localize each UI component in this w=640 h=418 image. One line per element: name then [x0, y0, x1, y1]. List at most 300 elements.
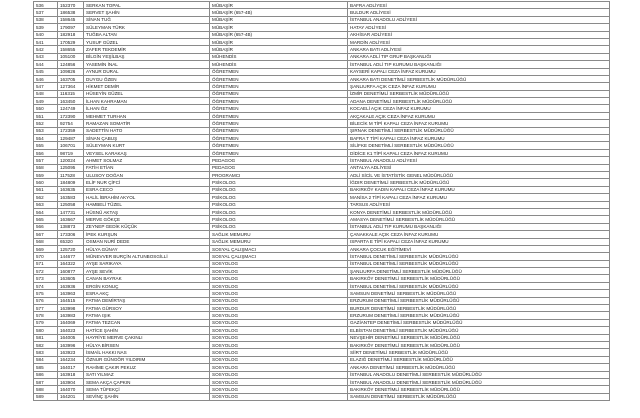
table-row [34, 297, 610, 304]
job-title-cell: SOSYOLOG [210, 371, 348, 378]
row-number-cell: 581 [34, 334, 58, 341]
row-number-cell: 582 [34, 341, 58, 348]
job-title-cell: SOSYOLOG [210, 393, 348, 400]
institution-cell: SAMSUN DENETİMLİ SERBESTLİK MÜDÜRLÜĞÜ [348, 393, 610, 400]
job-title-cell: ÖĞRETMEN [210, 135, 348, 142]
job-title-cell: SOSYOLOG [210, 349, 348, 356]
registry-id-cell: 125720 [58, 245, 84, 252]
institution-cell: SAMSUN DENETİMLİ SERBESTLİK MÜDÜRLÜĞÜ [348, 290, 610, 297]
institution-cell: ŞANLIURFA AÇIK CEZA İNFAZ KURUMU [348, 83, 610, 90]
table-row [34, 349, 610, 356]
table-row [34, 238, 610, 245]
row-number-cell: 565 [34, 216, 58, 223]
full-name-cell: SEVİNÇ ŞAHİN [84, 393, 210, 400]
full-name-cell: VEYSEL KARAKAŞ [84, 149, 210, 156]
full-name-cell: MERVE GÖKÇE [84, 216, 210, 223]
institution-cell: KAYSERİ KAPALI CEZA İNFAZ KURUMU [348, 68, 610, 75]
job-title-cell: PROGRAMCI [210, 171, 348, 178]
table-row [34, 90, 610, 97]
table-row [34, 142, 610, 149]
registry-id-cell: 184809 [58, 179, 84, 186]
job-title-cell: SOSYOLOG [210, 341, 348, 348]
table-row [34, 171, 610, 178]
table-row [34, 208, 610, 215]
row-number-cell: 559 [34, 171, 58, 178]
registry-id-cell: 164023 [58, 327, 84, 334]
job-title-cell: SOSYOLOG [210, 290, 348, 297]
table-row [34, 164, 610, 171]
registry-id-cell: 163635 [58, 186, 84, 193]
full-name-cell: HAYRİYE MERVE ÇAKINLI [84, 334, 210, 341]
job-title-cell: MÜHENDİS [210, 61, 348, 68]
row-number-cell: 577 [34, 305, 58, 312]
job-title-cell: ÖĞRETMEN [210, 142, 348, 149]
table-body [34, 2, 610, 401]
job-title-cell: PSİKOLOG [210, 201, 348, 208]
job-title-cell: MÜBAŞİR (657-4B) [210, 31, 348, 38]
full-name-cell: AYŞE SEVİK [84, 268, 210, 275]
table-row [34, 135, 610, 142]
registry-id-cell: 98719 [58, 149, 84, 156]
registry-id-cell: 163996 [58, 341, 84, 348]
table-row [34, 393, 610, 400]
full-name-cell: SÜLEYMAN KURT [84, 142, 210, 149]
full-name-cell: AHMET SOLMAZ [84, 157, 210, 164]
institution-cell: ANKARA DENETİMLİ SERBESTLİK MÜDÜRLÜĞÜ [348, 364, 610, 371]
job-title-cell: ÖĞRETMEN [210, 68, 348, 75]
job-title-cell: MÜBAŞİR [210, 38, 348, 45]
job-title-cell: SOSYOLOG [210, 260, 348, 267]
full-name-cell: ESRA CECO [84, 186, 210, 193]
full-name-cell: MÜNEVVER BURÇİN ALTUNBOSGİLLİ [84, 253, 210, 260]
institution-cell: SİLİFKE DENETİMLİ SERBESTLİK MÜDÜRLÜĞÜ [348, 142, 610, 149]
registry-id-cell: 124856 [58, 61, 84, 68]
institution-cell: BAFRA ADLİYESİ [348, 2, 610, 9]
personnel-table [33, 1, 610, 401]
table-row [34, 149, 610, 156]
row-number-cell: 564 [34, 208, 58, 215]
job-title-cell: SOSYAL ÇALIŞMACI [210, 253, 348, 260]
full-name-cell: İPEK KURŞUN [84, 231, 210, 238]
registry-id-cell: 182918 [58, 31, 84, 38]
full-name-cell: FATMA DEMİRTAŞ [84, 297, 210, 304]
table-row [34, 364, 610, 371]
institution-cell: ELAZIĞ DENETİMLİ SERBESTLİK MÜDÜRLÜĞÜ [348, 356, 610, 363]
institution-cell: İSTANBUL ADLİ TIP KURUMU BAŞKANLIĞI [348, 61, 610, 68]
job-title-cell: SOSYOLOG [210, 327, 348, 334]
full-name-cell: ÖZNUR GÜNGÖR YILDIRIM [84, 356, 210, 363]
institution-cell: ADLİ SİCİL VE İSTATİSTİK GENEL MÜDÜRLÜĞÜ [348, 171, 610, 178]
institution-cell: İZMİR DENETİMLİ SERBESTLİK MÜDÜRLÜĞÜ [348, 90, 610, 97]
registry-id-cell: 170529 [58, 38, 84, 45]
institution-cell: KONYA DENETİMLİ SERBESTLİK MÜDÜRLÜĞÜ [348, 208, 610, 215]
institution-cell: ANKARA ÇOCUK EĞİTİMEVİ [348, 245, 610, 252]
institution-cell: İSTANBUL ADLİ TIP KURUMU BAŞKANLIĞI [348, 223, 610, 230]
institution-cell: AKÇAKALE AÇIK CEZA İNFAZ KURUMU [348, 112, 610, 119]
job-title-cell: SOSYOLOG [210, 297, 348, 304]
institution-cell: ŞIRNAK DENETİMLİ SERBESTLİK MÜDÜRLÜĞÜ [348, 127, 610, 134]
row-number-cell: 555 [34, 142, 58, 149]
row-number-cell: 548 [34, 90, 58, 97]
institution-cell: MARDİN ADLİYESİ [348, 38, 610, 45]
full-name-cell: SERKAN TOPAL [84, 2, 210, 9]
table-row [34, 68, 610, 75]
registry-id-cell: 65320 [58, 238, 84, 245]
full-name-cell: FATİH ETİAN [84, 164, 210, 171]
full-name-cell: TUĞBA ALTAN [84, 31, 210, 38]
table-row [34, 46, 610, 53]
table-row [34, 253, 610, 260]
row-number-cell: 539 [34, 24, 58, 31]
job-title-cell: SOSYOLOG [210, 356, 348, 363]
full-name-cell: İLHAN KAHRAMAN [84, 98, 210, 105]
institution-cell: HATAY ADLİYESİ [348, 24, 610, 31]
full-name-cell: AYŞE SARIKAYA [84, 260, 210, 267]
row-number-cell: 540 [34, 31, 58, 38]
job-title-cell: PEDAGOG [210, 164, 348, 171]
institution-cell: ISPARTA E TİPİ KAPALI CEZA İNFAZ KURUMU [348, 238, 610, 245]
registry-id-cell: 164005 [58, 334, 84, 341]
row-number-cell: 556 [34, 149, 58, 156]
table-row [34, 341, 610, 348]
row-number-cell: 557 [34, 157, 58, 164]
table-row [34, 245, 610, 252]
table-row [34, 75, 610, 82]
row-number-cell: 542 [34, 46, 58, 53]
table-row [34, 312, 610, 319]
row-number-cell: 543 [34, 53, 58, 60]
institution-cell: İSTANBUL DENETİMLİ SERBESTLİK MÜDÜRLÜĞÜ [348, 260, 610, 267]
institution-cell: BAKIRKÖY KADIN KAPALI CEZA İNFAZ KURUMU [348, 186, 610, 193]
job-title-cell: SOSYOLOG [210, 268, 348, 275]
institution-cell: İSTANBUL ANADOLU ADLİYESİ [348, 157, 610, 164]
table-row [34, 186, 610, 193]
full-name-cell: BİLGİN YEŞİLBAŞ [84, 53, 210, 60]
institution-cell: ANKARA BATI DENETİMLİ SERBESTLİK MÜDÜRLÜĞÜ [348, 75, 610, 82]
full-name-cell: HAMBELİ TÜZEL [84, 201, 210, 208]
full-name-cell: İLHAN ÖZ [84, 105, 210, 112]
table-row [34, 112, 610, 119]
full-name-cell: SİNAN TUĞ [84, 16, 210, 23]
table-row [34, 282, 610, 289]
row-number-cell: 558 [34, 164, 58, 171]
job-title-cell: SOSYOLOG [210, 305, 348, 312]
institution-cell: SİİRT DENETİMLİ SERBESTLİK MÜDÜRLÜĞÜ [348, 349, 610, 356]
row-number-cell: 568 [34, 238, 58, 245]
registry-id-cell: 106701 [58, 142, 84, 149]
job-title-cell: SAĞLIK MEMURU [210, 231, 348, 238]
institution-cell: İSTANBUL DENETİMLİ SERBESTLİK MÜDÜRLÜĞÜ [348, 282, 610, 289]
job-title-cell: ÖĞRETMEN [210, 127, 348, 134]
table-row [34, 98, 610, 105]
full-name-cell: ELİF NUR ÇİFCİ [84, 179, 210, 186]
full-name-cell: HATİCE ŞAHİN [84, 327, 210, 334]
row-number-cell: 566 [34, 223, 58, 230]
registry-id-cell: 160877 [58, 268, 84, 275]
full-name-cell: SÜLEYMAN TÜRK [84, 24, 210, 31]
table-row [34, 378, 610, 385]
row-number-cell: 583 [34, 349, 58, 356]
registry-id-cell: 164069 [58, 319, 84, 326]
row-number-cell: 580 [34, 327, 58, 334]
registry-id-cell: 127364 [58, 83, 84, 90]
row-number-cell: 545 [34, 68, 58, 75]
row-number-cell: 554 [34, 135, 58, 142]
institution-cell: MANİSA 2 TİPİ KAPALI CEZA İNFAZ KURUMU [348, 194, 610, 201]
table-row [34, 386, 610, 393]
table-row [34, 201, 610, 208]
institution-cell: İSTANBUL DENETİMLİ SERBESTLİK MÜDÜRLÜĞÜ [348, 253, 610, 260]
institution-cell: BAKIRKÖY DENETİMLİ SERBESTLİK MÜDÜRLÜĞÜ [348, 386, 610, 393]
table-row [34, 179, 610, 186]
table-row [34, 53, 610, 60]
table-row [34, 290, 610, 297]
registry-id-cell: 109826 [58, 68, 84, 75]
row-number-cell: 550 [34, 105, 58, 112]
row-number-cell: 576 [34, 297, 58, 304]
job-title-cell: SOSYOLOG [210, 364, 348, 371]
institution-cell: ŞANLIURFA DENETİMLİ SERBESTLİK MÜDÜRLÜĞÜ [348, 268, 610, 275]
table-row [34, 157, 610, 164]
row-number-cell: 541 [34, 38, 58, 45]
registry-id-cell: 164322 [58, 260, 84, 267]
full-name-cell: CANAN BAYRAK [84, 275, 210, 282]
job-title-cell: PSİKOLOG [210, 208, 348, 215]
institution-cell: DİDİCE K1 TİPİ KAPALI CEZA İNFAZ KURUMU [348, 149, 610, 156]
job-title-cell: PSİKOLOG [210, 223, 348, 230]
registry-id-cell: 173306 [58, 231, 84, 238]
job-title-cell: MÜHENDİS [210, 53, 348, 60]
full-name-cell: RAMAZAN SOMATİR [84, 120, 210, 127]
row-number-cell: 572 [34, 268, 58, 275]
institution-cell: ÇANAKKALE AÇIK CEZA İNFAZ KURUMU [348, 231, 610, 238]
registry-id-cell: 164515 [58, 297, 84, 304]
row-number-cell: 560 [34, 179, 58, 186]
job-title-cell: SOSYOLOG [210, 312, 348, 319]
full-name-cell: SİNAN ÇABUŞ [84, 135, 210, 142]
row-number-cell: 584 [34, 356, 58, 363]
row-number-cell: 561 [34, 186, 58, 193]
registry-id-cell: 163918 [58, 371, 84, 378]
full-name-cell: FATMA TEZCAN [84, 319, 210, 326]
institution-cell: ELBİSTAN DENETİMLİ SERBESTLİK MÜDÜRLÜĞÜ [348, 327, 610, 334]
table-row [34, 83, 610, 90]
registry-id-cell: 117528 [58, 171, 84, 178]
row-number-cell: 588 [34, 386, 58, 393]
institution-cell: TARSUS ADLİYESİ [348, 201, 610, 208]
registry-id-cell: 158655 [58, 46, 84, 53]
job-title-cell: ÖĞRETMEN [210, 90, 348, 97]
institution-cell: İSTANBUL ANADOLU ADLİYESİ [348, 16, 610, 23]
full-name-cell: YASEMİN İNAL [84, 61, 210, 68]
table-row [34, 319, 610, 326]
job-title-cell: MÜBAŞİR [210, 24, 348, 31]
job-title-cell: SOSYOLOG [210, 282, 348, 289]
table-row [34, 38, 610, 45]
full-name-cell: MEHMET TURHAN [84, 112, 210, 119]
row-number-cell: 571 [34, 260, 58, 267]
table-row [34, 334, 610, 341]
institution-cell: ANTALYA ADLİYESİ [348, 164, 610, 171]
table-row [34, 127, 610, 134]
registry-id-cell: 186538 [58, 9, 84, 16]
institution-cell: İSTANBUL ANADOLU DENETİMLİ SERBESTLİK MÜDÜRLÜĞÜ [348, 378, 610, 385]
row-number-cell: 553 [34, 127, 58, 134]
registry-id-cell: 144677 [58, 253, 84, 260]
row-number-cell: 537 [34, 9, 58, 16]
registry-id-cell: 163605 [58, 275, 84, 282]
table-row [34, 216, 610, 223]
table-row [34, 231, 610, 238]
full-name-cell: SERVET ŞAHİN [84, 9, 210, 16]
registry-id-cell: 152370 [58, 2, 84, 9]
registry-id-cell: 147731 [58, 208, 84, 215]
registry-id-cell: 120024 [58, 157, 84, 164]
row-number-cell: 589 [34, 393, 58, 400]
row-number-cell: 578 [34, 312, 58, 319]
full-name-cell: FATMA GÜRSOY [84, 305, 210, 312]
table-row [34, 356, 610, 363]
row-number-cell: 570 [34, 253, 58, 260]
institution-cell: BULDUR ADLİYESİ [348, 9, 610, 16]
table-row [34, 305, 610, 312]
full-name-cell: SATI YILMAZ [84, 371, 210, 378]
institution-cell: BİLECİK M TİPİ KAPALI CEZA İNFAZ KURUMU [348, 120, 610, 127]
table-row [34, 120, 610, 127]
institution-cell: ANKARA ADLİ TIP GRUP BAŞKANLIĞI [348, 53, 610, 60]
row-number-cell: 585 [34, 364, 58, 371]
institution-cell: ERZURUM DENETİMLİ SERBESTLİK MÜDÜRLÜĞÜ [348, 312, 610, 319]
institution-cell: AMASYA DENETİMLİ SERBESTLİK MÜDÜRLÜĞÜ [348, 216, 610, 223]
registry-id-cell: 125058 [58, 201, 84, 208]
job-title-cell: ÖĞRETMEN [210, 120, 348, 127]
institution-cell: NEVŞEHİR DENETİMLİ SERBESTLİK MÜDÜRLÜĞÜ [348, 334, 610, 341]
job-title-cell: SAĞLIK MEMURU [210, 238, 348, 245]
row-number-cell: 536 [34, 2, 58, 9]
institution-cell: BAFRA T TİPİ KAPALI CEZA İNFAZ KURUMU [348, 135, 610, 142]
job-title-cell: MÜBAŞİR [210, 2, 348, 9]
table-row [34, 16, 610, 23]
registry-id-cell: 164017 [58, 364, 84, 371]
row-number-cell: 547 [34, 83, 58, 90]
registry-id-cell: 163904 [58, 378, 84, 385]
registry-id-cell: 163936 [58, 282, 84, 289]
job-title-cell: PSİKOLOG [210, 186, 348, 193]
full-name-cell: YUSUF GÜZEL [84, 38, 210, 45]
registry-id-cell: 163667 [58, 216, 84, 223]
job-title-cell: ÖĞRETMEN [210, 98, 348, 105]
job-title-cell: PSİKOLOG [210, 194, 348, 201]
job-title-cell: SOSYOLOG [210, 275, 348, 282]
full-name-cell: HÜSEYİN GÜZEL [84, 90, 210, 97]
registry-id-cell: 125095 [58, 164, 84, 171]
table-row [34, 327, 610, 334]
registry-id-cell: 138873 [58, 223, 84, 230]
registry-id-cell: 172390 [58, 112, 84, 119]
full-name-cell: SADETTİN HATO [84, 127, 210, 134]
institution-cell: ANKARA BATI ADLİYESİ [348, 46, 610, 53]
row-number-cell: 563 [34, 201, 58, 208]
full-name-cell: ZAFER TEKDEMİR [84, 46, 210, 53]
job-title-cell: PSİKOLOG [210, 179, 348, 186]
row-number-cell: 587 [34, 378, 58, 385]
job-title-cell: SOSYOLOG [210, 319, 348, 326]
full-name-cell: OSMAN NURİ DEDE [84, 238, 210, 245]
row-number-cell: 567 [34, 231, 58, 238]
row-number-cell: 586 [34, 371, 58, 378]
full-name-cell: ESRA AKÇ [84, 290, 210, 297]
job-title-cell: SOSYOLOG [210, 334, 348, 341]
job-title-cell: ÖĞRETMEN [210, 83, 348, 90]
registry-id-cell: 129487 [58, 135, 84, 142]
registry-id-cell: 163963 [58, 290, 84, 297]
table-row [34, 275, 610, 282]
table-row [34, 194, 610, 201]
institution-cell: AKHİSAR ADLİYESİ [348, 31, 610, 38]
job-title-cell: MÜBAŞİR [210, 16, 348, 23]
institution-cell: GAZİANTEP DENETİMLİ SERBESTLİK MÜDÜRLÜĞÜ [348, 319, 610, 326]
row-number-cell: 544 [34, 61, 58, 68]
job-title-cell: ÖĞRETMEN [210, 149, 348, 156]
registry-id-cell: 163923 [58, 349, 84, 356]
full-name-cell: FATMA IŞIK [84, 312, 210, 319]
row-number-cell: 575 [34, 290, 58, 297]
registry-id-cell: 124749 [58, 105, 84, 112]
row-number-cell: 574 [34, 282, 58, 289]
registry-id-cell: 172359 [58, 127, 84, 134]
institution-cell: BAKIRKÖY DENETİMLİ SERBESTLİK MÜDÜRLÜĞÜ [348, 341, 610, 348]
registry-id-cell: 164234 [58, 356, 84, 363]
registry-id-cell: 164070 [58, 386, 84, 393]
registry-id-cell: 105100 [58, 53, 84, 60]
full-name-cell: RAHİME ÇAKIR PEKUZ [84, 364, 210, 371]
table-row [34, 31, 610, 38]
table-row [34, 223, 610, 230]
job-title-cell: PSİKOLOG [210, 216, 348, 223]
institution-cell: İSTANBUL ANADOLU DENETİMLİ SERBESTLİK MÜDÜRLÜĞÜ [348, 371, 610, 378]
institution-cell: BURDUR DENETİMLİ SERBESTLİK MÜDÜRLÜĞÜ [348, 305, 610, 312]
institution-cell: İĞDIR DENETİMLİ SERBESTLİK MÜDÜRLÜĞÜ [348, 179, 610, 186]
table-row [34, 24, 610, 31]
full-name-cell: HÜLYA GÜNAY [84, 245, 210, 252]
table-row [34, 260, 610, 267]
full-name-cell: ERGİN KONUÇ [84, 282, 210, 289]
registry-id-cell: 163705 [58, 75, 84, 82]
full-name-cell: DUYGU ÖZEN [84, 75, 210, 82]
row-number-cell: 573 [34, 275, 58, 282]
full-name-cell: SEMA AKÇA ÇAPKIN [84, 378, 210, 385]
registry-id-cell: 116315 [58, 90, 84, 97]
registry-id-cell: 163583 [58, 194, 84, 201]
registry-id-cell: 164201 [58, 393, 84, 400]
full-name-cell: HÜLYA BİRSEN [84, 341, 210, 348]
institution-cell: ERZURUM DENETİMLİ SERBESTLİK MÜDÜRLÜĞÜ [348, 297, 610, 304]
table-row [34, 61, 610, 68]
table-row [34, 2, 610, 9]
row-number-cell: 562 [34, 194, 58, 201]
job-title-cell: MÜBAŞİR [210, 46, 348, 53]
full-name-cell: HALİL İBRAHİM AKYOL [84, 194, 210, 201]
row-number-cell: 579 [34, 319, 58, 326]
table-row [34, 9, 610, 16]
institution-cell: KOCAELİ AÇIK CEZA İNFAZ KURUMU [348, 105, 610, 112]
row-number-cell: 551 [34, 112, 58, 119]
job-title-cell: ÖĞRETMEN [210, 105, 348, 112]
institution-cell: ADANA DENETİMLİ SERBESTLİK MÜDÜRLÜĞÜ [348, 98, 610, 105]
institution-cell: BAKIRKÖY DENETİMLİ SERBESTLİK MÜDÜRLÜĞÜ [348, 275, 610, 282]
row-number-cell: 569 [34, 245, 58, 252]
job-title-cell: ÖĞRETMEN [210, 112, 348, 119]
